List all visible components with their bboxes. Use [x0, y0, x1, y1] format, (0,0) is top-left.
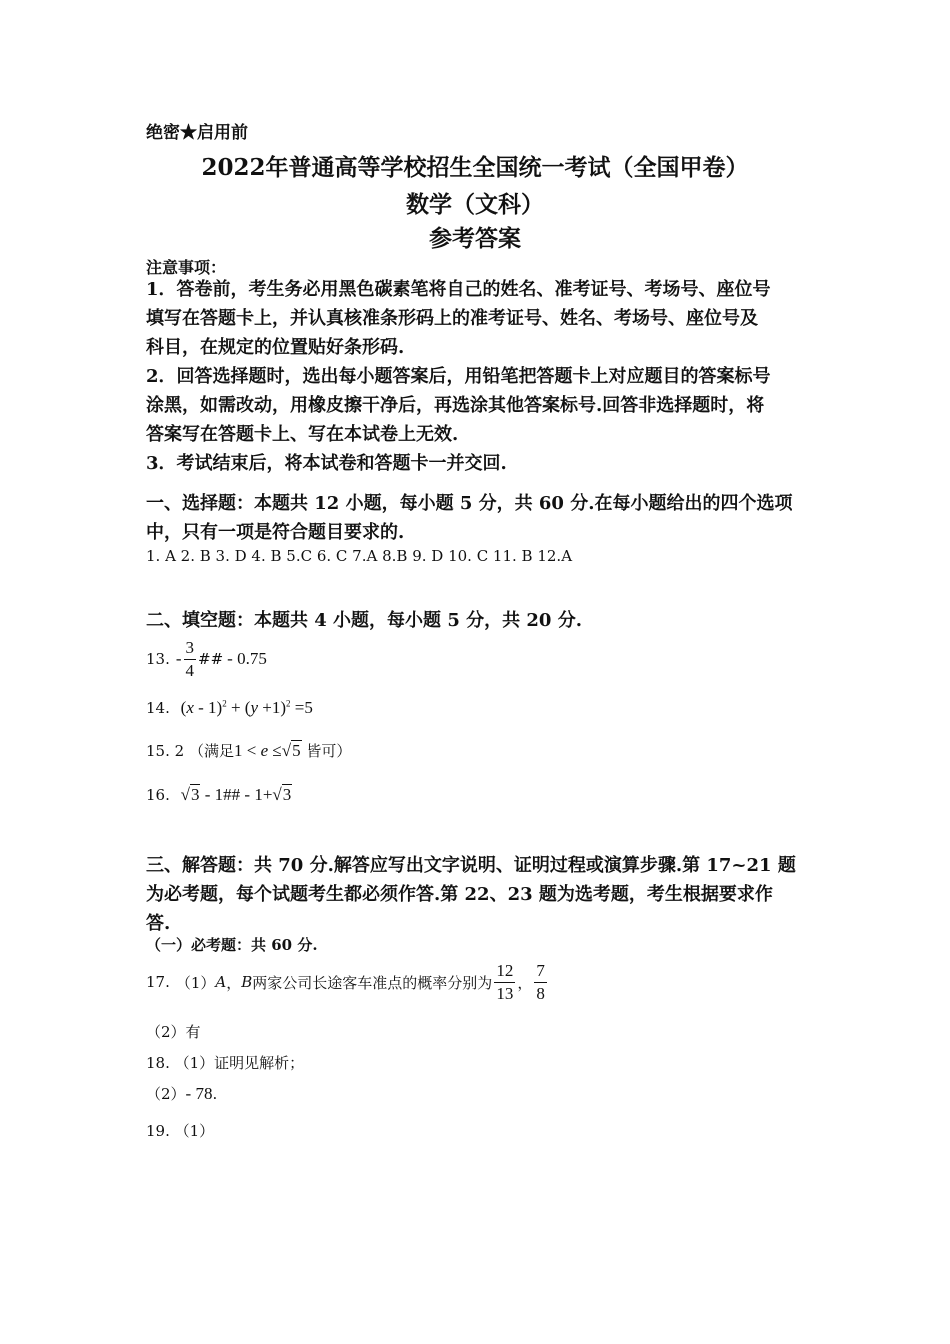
q14-y: y	[250, 698, 258, 717]
answer-14	[146, 698, 313, 718]
q17-comma2: ，	[517, 973, 533, 992]
notes-item-2-line-3: 答案写在答题卡上、写在本试卷上无效.	[146, 424, 459, 445]
answer-18-part-2	[146, 1083, 217, 1104]
answer-18-part-1: 18. （1）证明见解析；	[146, 1054, 305, 1072]
q13-separator: ##	[198, 650, 224, 668]
q14-p2: - 1)	[193, 698, 223, 717]
choice-answers: 1. A 2. B 3. D 4. B 5.C 6. C 7.A 8.B 9. D 10. C 11. B 12.A	[146, 547, 573, 565]
section-3-heading-line-1: 三、解答题：共 70 分.解答应写出文字说明、证明过程或演算步骤.第 17~21 题	[146, 855, 796, 876]
q14-p5: =5	[290, 698, 313, 717]
notes-item-1-line-2: 填写在答题卡上，并认真核准条形码上的准考证号、姓名、考场号、座位号及	[146, 308, 758, 329]
section-3-heading-line-3: 答.	[146, 913, 171, 934]
q17-a: A	[215, 973, 227, 991]
q15-note-open: （满足	[188, 742, 234, 760]
q16-sqrt-1: √3	[180, 785, 200, 804]
exam-title: 2022年普通高等学校招生全国统一考试（全国甲卷）	[201, 154, 749, 181]
answer-13	[146, 634, 267, 684]
q17-frac2-num: 7	[534, 960, 547, 983]
q16-sqrt2-val: 3	[282, 785, 292, 804]
q14-exp2: 2	[285, 698, 291, 709]
subject-title: 数学（文科）	[406, 191, 544, 218]
q17-b: B	[241, 973, 253, 991]
answer-17-part-1	[146, 957, 549, 1007]
q14-x: x	[186, 698, 194, 717]
answer-15	[146, 740, 351, 761]
notes-item-1-line-3: 科目，在规定的位置贴好条形码.	[146, 337, 405, 358]
q17-part1: （1）	[175, 973, 216, 992]
notes-heading: 注意事项：	[146, 258, 227, 277]
q13-alt: - 0.75	[227, 649, 267, 668]
q17-fraction-2	[534, 960, 547, 1005]
secret-label: 绝密★启用前	[146, 123, 248, 143]
q13-minus: -	[175, 649, 182, 668]
notes-item-1	[146, 275, 771, 478]
q16-expression	[181, 785, 293, 804]
q15-sqrt-val: 5	[292, 741, 301, 760]
notes-item-3: 3．考试结束后，将本试卷和答题卡一并交回.	[146, 453, 507, 474]
q17-text: 两家公司长途客车准点的概率分别为	[252, 973, 493, 992]
q16-p1: - 1##	[200, 785, 241, 804]
q14-label: 14.	[146, 699, 170, 717]
q16-label: 16.	[146, 786, 170, 804]
section-3-heading-line-2: 为必考题，每个试题考生都必须作答.第 22、23 题为选考题，考生根据要求作	[146, 884, 773, 905]
q13-denominator: 4	[185, 660, 195, 680]
q14-p4: +1)	[257, 698, 286, 717]
q16-p2: - 1+	[240, 785, 273, 804]
q15-ineq-mid: ≤	[268, 741, 282, 760]
q14-exp1: 2	[222, 698, 227, 709]
section-2-heading: 二、填空题：本题共 4 小题，每小题 5 分，共 20 分.	[146, 610, 582, 631]
q17-frac1-num: 12	[494, 960, 515, 983]
q18-part2-value: - 78	[185, 1084, 213, 1103]
q17-fraction-1	[494, 960, 515, 1005]
q14-expression	[181, 698, 313, 717]
q15-value: 2	[174, 742, 185, 760]
q17-comma1: ，	[226, 973, 242, 992]
q15-label: 15.	[146, 742, 170, 760]
answer-19-part-1: 19. （1）	[146, 1122, 215, 1140]
answer-17-part-2: （2）有	[146, 1023, 201, 1041]
section-1-heading	[146, 489, 793, 547]
q18-part2-prefix: （2）	[146, 1085, 186, 1103]
q17-frac2-den: 8	[536, 983, 545, 1003]
q13-label: 13.	[146, 650, 170, 668]
required-subheading: （一）必考题：共 60 分.	[146, 936, 318, 954]
q13-fraction	[184, 637, 197, 682]
answer-16	[146, 785, 292, 805]
q14-p3: + (	[226, 698, 251, 717]
q17-label: 17.	[146, 973, 170, 991]
q14-p1: (	[180, 698, 187, 717]
section-1-heading-line-1: 一、选择题：本题共 12 小题，每小题 5 分，共 60 分.在每小题给出的四个选项	[146, 493, 793, 514]
notes-item-2-line-2: 涂黑，如需改动，用橡皮擦干净后，再选涂其他答案标号.回答非选择题时，将	[146, 395, 765, 416]
section-3-heading	[146, 851, 796, 938]
q15-e: e	[260, 741, 269, 760]
q18-part2-suffix: .	[212, 1085, 218, 1103]
q13-numerator: 3	[184, 637, 197, 660]
q16-sqrt-2: √3	[272, 785, 292, 804]
q17-frac1-den: 13	[496, 983, 514, 1003]
answer-key-title: 参考答案	[429, 225, 521, 252]
q16-sqrt1-val: 3	[190, 785, 200, 804]
section-1-heading-line-2: 中，只有一项是符合题目要求的.	[146, 522, 405, 543]
notes-item-1-line-1: 1．答卷前，考生务必用黑色碳素笔将自己的姓名、准考证号、考场号、座位号	[146, 279, 771, 300]
q15-inequality	[234, 741, 302, 760]
notes-item-2-line-1: 2．回答选择题时，选出每小题答案后，用铅笔把答题卡上对应题目的答案标号	[146, 366, 771, 387]
q15-note-close: 皆可）	[306, 742, 352, 760]
q15-sqrt: √5	[281, 741, 301, 760]
q15-ineq-left: 1 <	[233, 741, 261, 760]
